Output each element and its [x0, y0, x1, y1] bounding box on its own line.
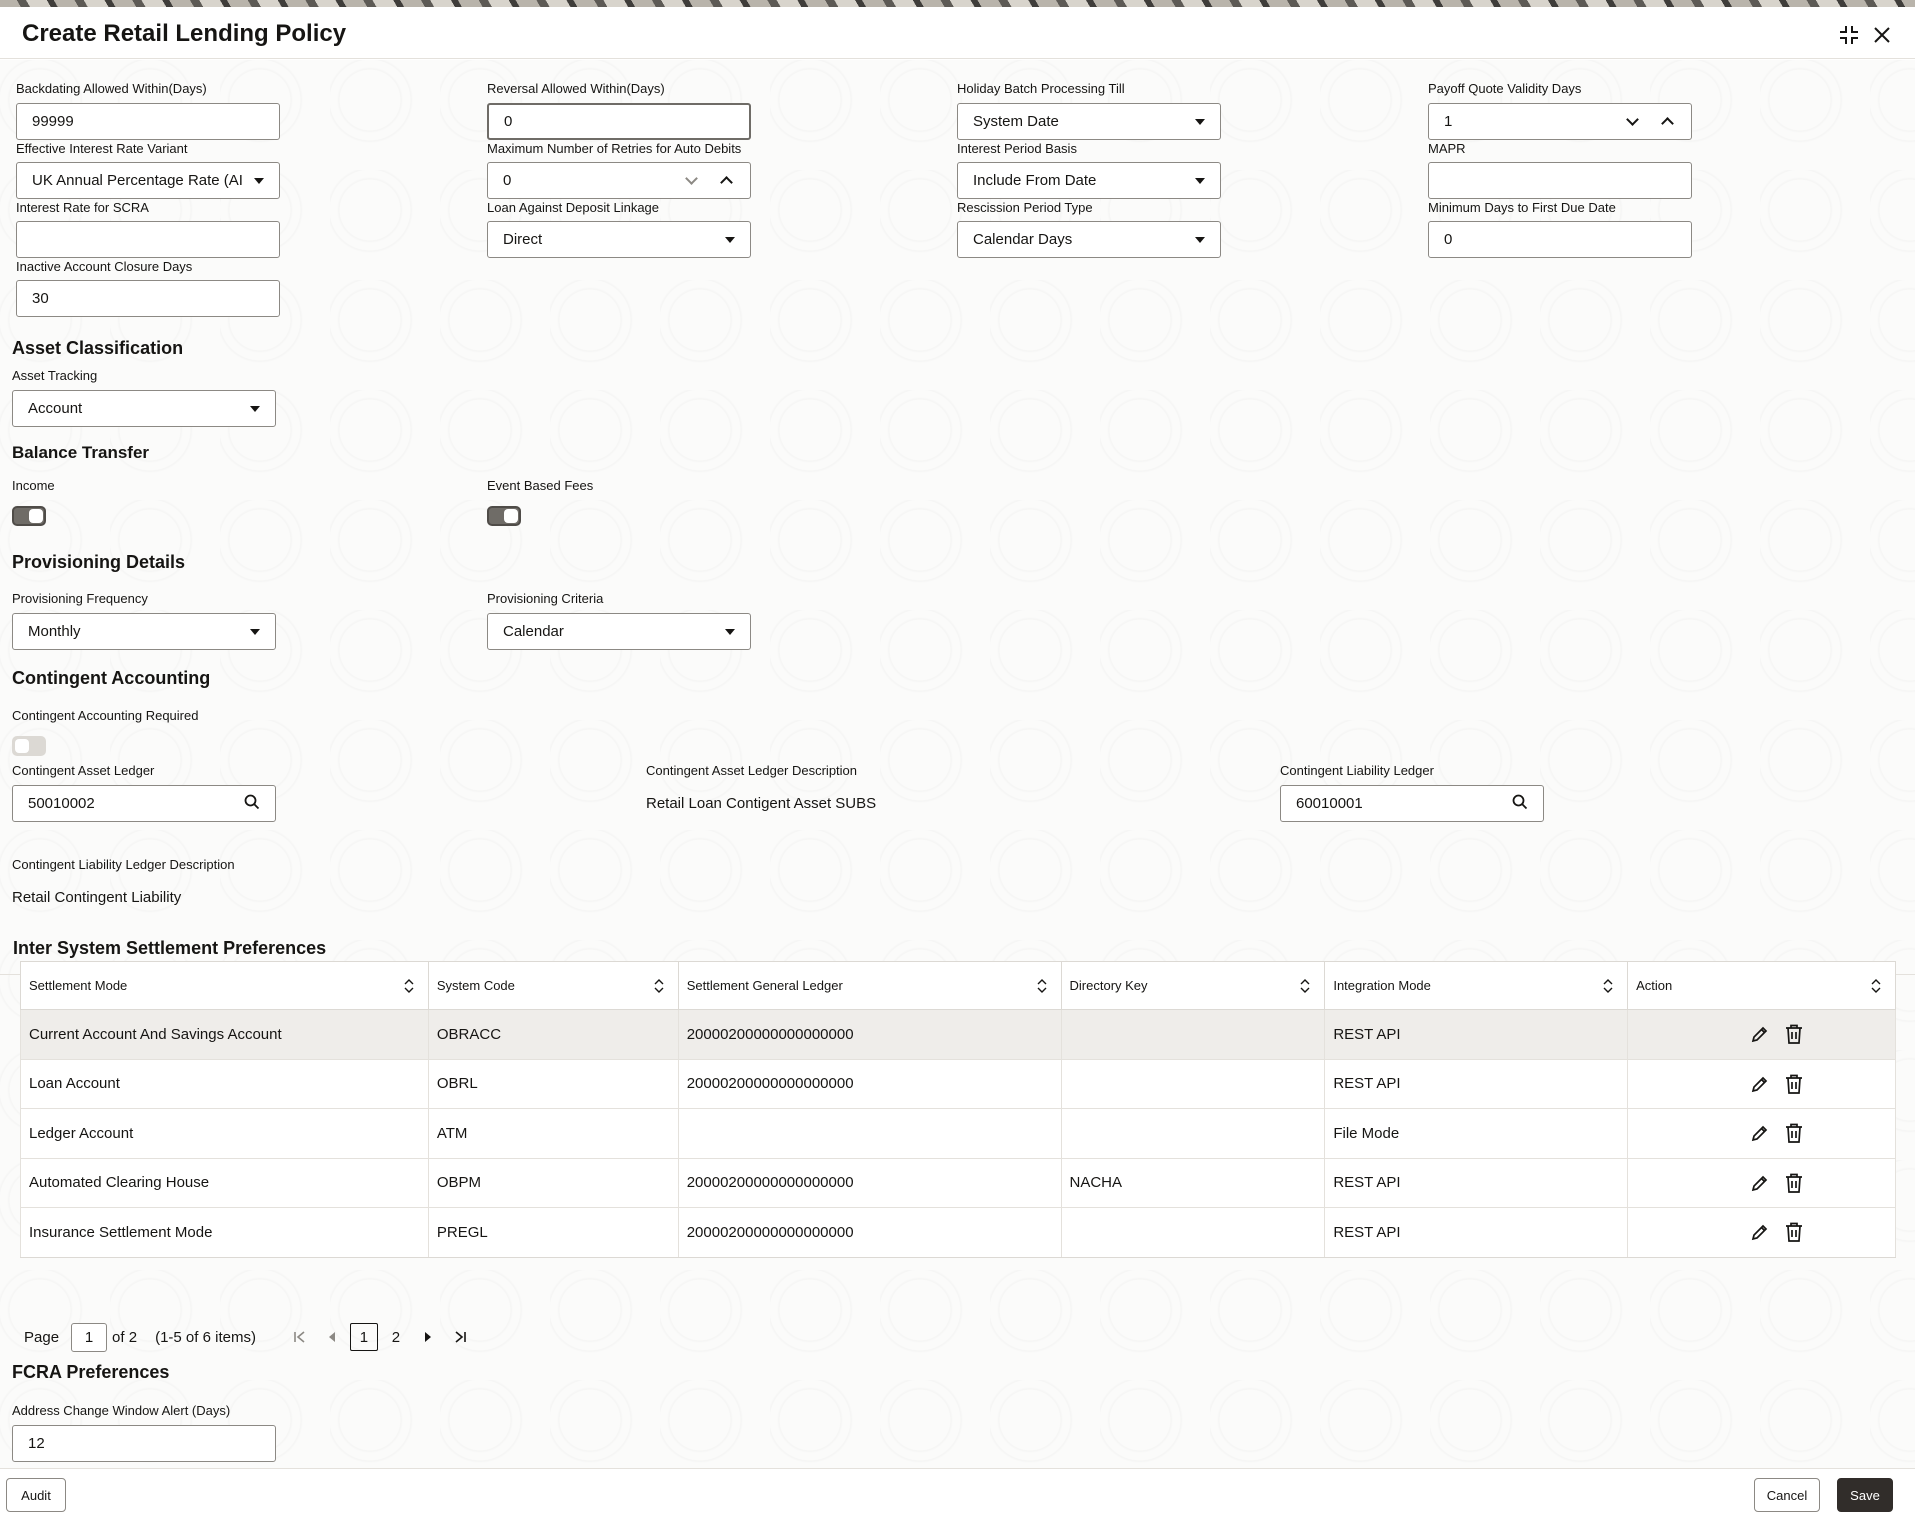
cell-settlement-mode: Insurance Settlement Mode: [21, 1208, 429, 1258]
search-icon[interactable]: [244, 794, 260, 814]
cancel-button[interactable]: Cancel: [1754, 1478, 1820, 1512]
contingent-required-toggle[interactable]: [12, 736, 46, 756]
trash-icon[interactable]: [1785, 1123, 1803, 1143]
page-number-input[interactable]: 1: [71, 1323, 107, 1352]
dropdown-caret-icon: [254, 178, 264, 184]
page-title: Create Retail Lending Policy: [22, 20, 347, 47]
settlement-heading: Inter System Settlement Preferences: [13, 938, 327, 958]
cell-integration-mode: REST API: [1325, 1158, 1628, 1208]
last-page-icon[interactable]: [446, 1323, 474, 1351]
chevron-down-icon[interactable]: [1626, 113, 1639, 126]
prev-page-icon[interactable]: [318, 1323, 346, 1351]
cell-system-code: OBRL: [428, 1059, 678, 1109]
trash-icon[interactable]: [1785, 1173, 1803, 1193]
table-row[interactable]: [21, 1010, 1896, 1060]
top-banner-strip: [0, 0, 1915, 7]
contingent-liability-ledger-label: Contingent Liability Ledger: [1280, 763, 1434, 778]
trash-icon[interactable]: [1785, 1074, 1803, 1094]
payoff-quote-label: Payoff Quote Validity Days: [1428, 81, 1582, 96]
close-icon[interactable]: [1868, 21, 1896, 49]
pencil-icon[interactable]: [1751, 1025, 1769, 1043]
interest-period-basis-label: Interest Period Basis: [957, 141, 1077, 156]
cell-system-code: OBPM: [428, 1158, 678, 1208]
table-header-row: [21, 962, 1896, 1010]
cell-action: [1628, 1158, 1896, 1208]
cell-settlement-gl: 20000200000000000000: [678, 1208, 1061, 1258]
pencil-icon[interactable]: [1751, 1124, 1769, 1142]
cell-settlement-gl: 20000200000000000000: [678, 1158, 1061, 1208]
trash-icon[interactable]: [1785, 1024, 1803, 1044]
pencil-icon[interactable]: [1751, 1075, 1769, 1093]
table-row[interactable]: [21, 1208, 1896, 1258]
eir-variant-label: Effective Interest Rate Variant: [16, 141, 188, 156]
cell-action: [1628, 1010, 1896, 1060]
column-header[interactable]: Action: [1628, 962, 1896, 1010]
page-label: Page: [24, 1328, 60, 1346]
contingent-asset-ledger-label: Contingent Asset Ledger: [12, 763, 155, 778]
scra-rate-label: Interest Rate for SCRA: [16, 200, 149, 215]
sort-icon: [1300, 978, 1310, 994]
cell-settlement-mode: Loan Account: [21, 1059, 429, 1109]
contingent-heading: Contingent Accounting: [12, 668, 211, 688]
column-header[interactable]: Integration Mode: [1325, 962, 1628, 1010]
cell-system-code: PREGL: [428, 1208, 678, 1258]
holiday-batch-label: Holiday Batch Processing Till: [957, 81, 1125, 96]
trash-icon[interactable]: [1785, 1222, 1803, 1242]
provisioning-heading: Provisioning Details: [12, 552, 186, 572]
event-fees-toggle[interactable]: [487, 506, 521, 526]
sort-icon: [1037, 978, 1047, 994]
cell-system-code: OBRACC: [428, 1010, 678, 1060]
loan-against-deposit-label: Loan Against Deposit Linkage: [487, 200, 660, 215]
cell-directory-key: [1061, 1109, 1325, 1159]
event-fees-label: Event Based Fees: [487, 478, 594, 493]
settlement-table: [20, 961, 1896, 1258]
asset-classification-heading: Asset Classification: [12, 338, 184, 358]
backdating-input[interactable]: 99999: [16, 103, 280, 140]
cell-action: [1628, 1208, 1896, 1258]
dropdown-caret-icon: [1195, 178, 1205, 184]
save-button[interactable]: Save: [1837, 1478, 1893, 1512]
dialog-footer: [0, 1468, 1915, 1523]
cell-action: [1628, 1059, 1896, 1109]
page-link-1[interactable]: 1: [350, 1323, 378, 1351]
page-of-label: of 2: [112, 1328, 138, 1346]
pagination: [24, 1322, 474, 1352]
cell-integration-mode: REST API: [1325, 1010, 1628, 1060]
backdating-label: Backdating Allowed Within(Days): [16, 81, 207, 96]
chevron-up-icon[interactable]: [720, 176, 733, 189]
cell-settlement-mode: Ledger Account: [21, 1109, 429, 1159]
cell-settlement-mode: Current Account And Savings Account: [21, 1010, 429, 1060]
chevron-down-icon[interactable]: [685, 172, 698, 185]
cell-settlement-gl: [678, 1109, 1061, 1159]
contingent-asset-desc-label: Contingent Asset Ledger Description: [646, 763, 858, 778]
eir-variant-select[interactable]: UK Annual Percentage Rate (AI: [16, 162, 280, 199]
dropdown-caret-icon: [1195, 119, 1205, 125]
cell-system-code: ATM: [428, 1109, 678, 1159]
contingent-liability-ledger-input[interactable]: 60010001: [1280, 785, 1544, 822]
min-days-due-input[interactable]: 0: [1428, 221, 1692, 258]
column-header[interactable]: Settlement General Ledger: [678, 962, 1061, 1010]
cell-integration-mode: REST API: [1325, 1208, 1628, 1258]
cell-integration-mode: File Mode: [1325, 1109, 1628, 1159]
compress-icon[interactable]: [1835, 21, 1863, 49]
reversal-label: Reversal Allowed Within(Days): [487, 81, 665, 96]
dialog-header: [0, 7, 1915, 59]
contingent-asset-ledger-input[interactable]: 50010002: [12, 785, 276, 822]
first-page-icon[interactable]: [286, 1323, 314, 1351]
provisioning-frequency-select[interactable]: Monthly: [12, 613, 276, 650]
table-row[interactable]: [21, 1109, 1896, 1159]
asset-tracking-select[interactable]: Account: [12, 390, 276, 427]
cell-directory-key: [1061, 1010, 1325, 1060]
contingent-liability-desc-label: Contingent Liability Ledger Description: [12, 857, 235, 872]
rescission-type-select[interactable]: Calendar Days: [957, 221, 1221, 258]
audit-button[interactable]: Audit: [6, 1478, 66, 1512]
search-icon[interactable]: [1512, 794, 1528, 814]
column-header[interactable]: System Code: [428, 962, 678, 1010]
next-page-icon[interactable]: [414, 1323, 442, 1351]
income-label: Income: [12, 478, 55, 493]
inactive-closure-input[interactable]: 30: [16, 280, 280, 317]
dropdown-caret-icon: [725, 629, 735, 635]
dropdown-caret-icon: [250, 406, 260, 412]
contingent-required-label: Contingent Accounting Required: [12, 708, 199, 723]
inactive-closure-label: Inactive Account Closure Days: [16, 259, 193, 274]
page-link-2[interactable]: 2: [391, 1328, 401, 1346]
sort-icon: [404, 978, 414, 994]
provisioning-frequency-label: Provisioning Frequency: [12, 591, 148, 606]
cell-action: [1628, 1109, 1896, 1159]
address-change-alert-input[interactable]: 12: [12, 1425, 276, 1462]
column-header[interactable]: Settlement Mode: [21, 962, 429, 1010]
contingent-asset-desc-value: Retail Loan Contigent Asset SUBS: [646, 795, 877, 812]
contingent-liability-desc-value: Retail Contingent Liability: [12, 889, 182, 906]
cell-directory-key: NACHA: [1061, 1158, 1325, 1208]
pencil-icon[interactable]: [1751, 1223, 1769, 1241]
min-days-due-label: Minimum Days to First Due Date: [1428, 200, 1616, 215]
reversal-input[interactable]: 0: [487, 103, 751, 140]
cell-directory-key: [1061, 1208, 1325, 1258]
fcra-heading: FCRA Preferences: [12, 1362, 170, 1382]
items-range-label: (1-5 of 6 items): [155, 1328, 256, 1346]
loan-against-deposit-select[interactable]: Direct: [487, 221, 751, 258]
column-header[interactable]: Directory Key: [1061, 962, 1325, 1010]
cell-integration-mode: REST API: [1325, 1059, 1628, 1109]
income-toggle[interactable]: [12, 506, 46, 526]
scra-rate-input[interactable]: [16, 221, 280, 258]
dropdown-caret-icon: [725, 237, 735, 243]
cell-directory-key: [1061, 1059, 1325, 1109]
cell-settlement-mode: Automated Clearing House: [21, 1158, 429, 1208]
sort-icon: [1871, 978, 1881, 994]
interest-period-basis-select[interactable]: Include From Date: [957, 162, 1221, 199]
mapr-input[interactable]: [1428, 162, 1692, 199]
table-row[interactable]: [21, 1059, 1896, 1109]
cell-settlement-gl: 20000200000000000000: [678, 1059, 1061, 1109]
balance-transfer-heading: Balance Transfer: [12, 443, 150, 462]
chevron-up-icon[interactable]: [1661, 117, 1674, 130]
sort-icon: [1603, 978, 1613, 994]
provisioning-criteria-select[interactable]: Calendar: [487, 613, 751, 650]
sort-icon: [654, 978, 664, 994]
dropdown-caret-icon: [250, 629, 260, 635]
provisioning-criteria-label: Provisioning Criteria: [487, 591, 604, 606]
holiday-batch-select[interactable]: System Date: [957, 103, 1221, 140]
asset-tracking-label: Asset Tracking: [12, 368, 98, 383]
max-retries-label: Maximum Number of Retries for Auto Debits: [487, 141, 742, 156]
max-retries-stepper[interactable]: 0: [487, 162, 751, 199]
rescission-type-label: Rescission Period Type: [957, 200, 1093, 215]
pencil-icon[interactable]: [1751, 1174, 1769, 1192]
payoff-quote-stepper[interactable]: 1: [1428, 103, 1692, 140]
dropdown-caret-icon: [1195, 237, 1205, 243]
address-change-alert-label: Address Change Window Alert (Days): [12, 1403, 231, 1418]
cell-settlement-gl: 20000200000000000000: [678, 1010, 1061, 1060]
mapr-label: MAPR: [1428, 141, 1466, 156]
table-row[interactable]: [21, 1158, 1896, 1208]
